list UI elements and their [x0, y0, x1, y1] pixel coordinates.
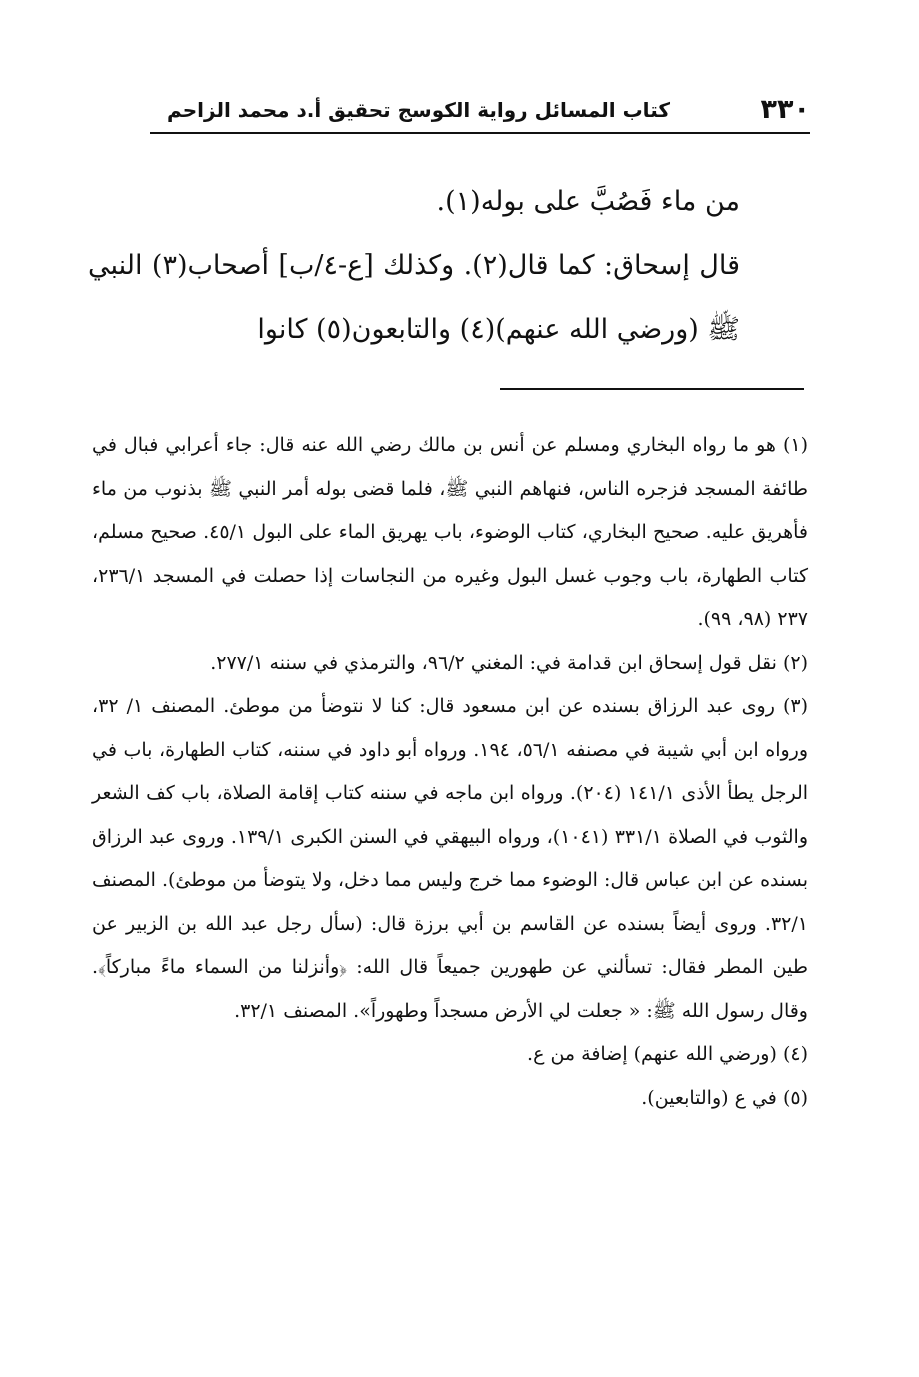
footnotes: [92, 424, 808, 1120]
running-title: كتاب المسائل رواية الكوسج تحقيق أ.د محمد الزاحم: [167, 98, 670, 122]
footnote-number: (١): [782, 434, 808, 456]
footnote-number: (٣): [782, 695, 808, 717]
footnote-number: (٤): [782, 1043, 808, 1065]
footnote-text: نقل قول إسحاق ابن قدامة في: المغني ٩٦/٢، والترمذي في سننه ٢٧٧/١.: [210, 651, 777, 674]
main-text: [88, 170, 740, 362]
footnote: [92, 642, 808, 686]
main-line: قال إسحاق: كما قال(٢). وكذلك [ع-٤/ب] أصحاب(٣) النبي ﷺ (ورضي الله عنهم)(٤) والتابعون(٥) كانوا: [88, 250, 740, 345]
footnote-text: روى عبد الرزاق بسنده عن ابن مسعود قال: كنا لا نتوضأ من موطئ. المصنف ١/ ٣٢، ورواه ابن أبي شيبة في مصنفه ٥٦/١، ١٩٤. ورواه أبو داود في سننه، كتاب الطهارة، باب في الرجل يطأ الأذى ١٤١/١ (٢٠٤). ورواه ابن ماجه في سننه كتاب إقامة الصلاة، باب كف الشعر والثوب في الصلاة ٣٣١/١ (١٠٤١)، ورواه البيهقي في السنن الكبرى ١٣٩/١. وروى عبد الرزاق بسنده عن ابن عباس قال: الوضوء مما خرج وليس مما دخل، ولا يتوضأ من موطئ). المصنف ٣٢/١. وروى أيضاً بسنده عن القاسم بن أبي برزة قال: (سأل رجل عبد الله بن الزبير عن طين المطر فقال: تسألني عن طهورين جميعاً قال الله: ﴿وأنزلنا من السماء ماءً مباركاً﴾. وقال رسول الله ﷺ: « جعلت لي الأرض مسجداً وطهوراً». المصنف ٣٢/١.: [91, 695, 809, 1022]
page-header: [150, 92, 810, 132]
footnote-text: في ع (والتابعين).: [641, 1086, 777, 1109]
header-rule: [150, 132, 810, 134]
page-number: ٣٣٠: [760, 94, 810, 125]
footnote-separator: [500, 388, 804, 390]
footnote: [92, 424, 808, 642]
footnote-text: (ورضي الله عنهم) إضافة من ع.: [527, 1043, 777, 1065]
footnote: [92, 1077, 808, 1121]
footnote: [92, 685, 808, 1033]
footnote: [92, 1033, 808, 1077]
footnote-number: (٢): [782, 651, 808, 674]
footnote-number: (٥): [782, 1086, 808, 1109]
main-line: من ماء فَصُبَّ على بوله(١).: [436, 186, 740, 217]
footnote-text: هو ما رواه البخاري ومسلم عن أنس بن مالك رضي الله عنه قال: جاء أعرابي فبال في طائفة المسجد فزجره الناس، فنهاهم النبي ﷺ، فلما قضى بوله أمر النبي ﷺ بذنوب من ماء فأهريق عليه. صحيح البخاري، كتاب الوضوء، باب يهريق الماء على البول ٤٥/١. صحيح مسلم، كتاب الطهارة، باب وجوب غسل البول وغيره من النجاسات إذا حصلت في المسجد ٢٣٦/١، ٢٣٧ (٩٨، ٩٩).: [92, 434, 808, 630]
